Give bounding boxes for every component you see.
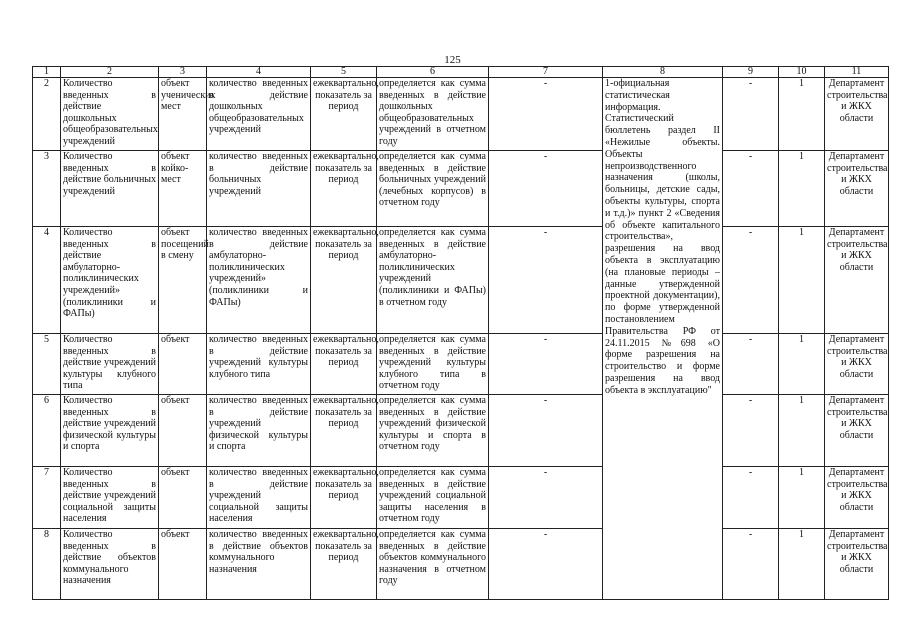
header-cell: 7	[489, 67, 603, 78]
col10-value: 1	[779, 334, 825, 395]
row-number: 5	[33, 334, 61, 395]
header-cell: 9	[723, 67, 779, 78]
periodicity: ежеквартально, показатель за период	[311, 529, 377, 600]
header-cell: 2	[61, 67, 159, 78]
header-cell: 11	[825, 67, 889, 78]
col9-value: -	[723, 334, 779, 395]
periodicity: ежеквартально, показатель за период	[311, 467, 377, 529]
page-number: 125	[444, 54, 461, 66]
indicator-name: Количество введенных в действие больничных учреждений	[61, 151, 159, 227]
col9-value: -	[723, 529, 779, 600]
table-row	[33, 227, 889, 334]
indicator-name: Количество введенных в действие учреждений социальной защиты населения	[61, 467, 159, 529]
col9-value: -	[723, 227, 779, 334]
indicator-definition: количество введенных в действие больничных учреждений	[207, 151, 311, 227]
responsible-body: Департамент строительства и ЖКХ области	[825, 529, 889, 600]
header-cell: 10	[779, 67, 825, 78]
periodicity: ежеквартально, показатель за период	[311, 151, 377, 227]
table-row	[33, 529, 889, 600]
calculation-method: определяется как сумма введенных в действие учреждений социальной защиты населения в отчетном году	[377, 467, 489, 529]
col7-value: -	[489, 78, 603, 151]
responsible-body: Департамент строительства и ЖКХ области	[825, 227, 889, 334]
unit-of-measure: объект	[159, 467, 207, 529]
col9-value: -	[723, 151, 779, 227]
calculation-method: определяется как сумма введенных в действие больничных учреждений (лечебных корпусов) в отчетном году	[377, 151, 489, 227]
periodicity: ежеквартально, показатель за период	[311, 78, 377, 151]
header-cell: 8	[603, 67, 723, 78]
table-row	[33, 334, 889, 395]
indicator-definition: количество введенных в действие объектов коммунального назначения	[207, 529, 311, 600]
responsible-body: Департамент строительства и ЖКХ области	[825, 395, 889, 467]
col10-value: 1	[779, 227, 825, 334]
col10-value: 1	[779, 78, 825, 151]
table-row	[33, 467, 889, 529]
indicator-definition: количество введенных в действие амбулаторно-поликлинических учреждений» (поликлиники и ФАПы)	[207, 227, 311, 334]
col10-value: 1	[779, 151, 825, 227]
indicator-name: Количество введенных в действие дошкольных общеобразовательных учреждений	[61, 78, 159, 151]
indicator-name: Количество введенных в действие учреждений культуры клубного типа	[61, 334, 159, 395]
header-cell: 6	[377, 67, 489, 78]
unit-of-measure: объект ученических мест	[159, 78, 207, 151]
periodicity: ежеквартально, показатель за период	[311, 334, 377, 395]
col9-value: -	[723, 395, 779, 467]
header-cell: 4	[207, 67, 311, 78]
table-row	[33, 395, 889, 467]
responsible-body: Департамент строительства и ЖКХ области	[825, 334, 889, 395]
col10-value: 1	[779, 529, 825, 600]
periodicity: ежеквартально, показатель за период	[311, 227, 377, 334]
row-number: 7	[33, 467, 61, 529]
unit-of-measure: объект койко-мест	[159, 151, 207, 227]
table-row	[33, 78, 889, 151]
header-cell: 1	[33, 67, 61, 78]
col7-value: -	[489, 227, 603, 334]
calculation-method: определяется как сумма введенных в действие объектов коммунального назначения в отчетном году	[377, 529, 489, 600]
header-cell: 5	[311, 67, 377, 78]
table-row	[33, 151, 889, 227]
responsible-body: Департамент строительства и ЖКХ области	[825, 151, 889, 227]
indicator-definition: количество введенных в действие учреждений культуры клубного типа	[207, 334, 311, 395]
indicator-definition: количество введенных в действие учреждений социальной защиты населения	[207, 467, 311, 529]
responsible-body: Департамент строительства и ЖКХ области	[825, 467, 889, 529]
unit-of-measure: объект	[159, 529, 207, 600]
col9-value: -	[723, 467, 779, 529]
indicators-table	[32, 66, 889, 600]
row-number: 2	[33, 78, 61, 151]
calculation-method: определяется как сумма введенных в действие учреждений культуры клубного типа в отчетном году	[377, 334, 489, 395]
header-cell: 3	[159, 67, 207, 78]
col10-value: 1	[779, 467, 825, 529]
unit-of-measure: объект посещений в смену	[159, 227, 207, 334]
row-number: 6	[33, 395, 61, 467]
calculation-method: определяется как сумма введенных в действие дошкольных общеобразовательных учреждений в отчетном году	[377, 78, 489, 151]
col7-value: -	[489, 529, 603, 600]
col9-value: -	[723, 78, 779, 151]
indicator-name: Количество введенных в действие амбулаторно-поликлинических учреждений» (поликлиники и ФАПы)	[61, 227, 159, 334]
unit-of-measure: объект	[159, 334, 207, 395]
col10-value: 1	[779, 395, 825, 467]
indicator-definition: количество введенных в действие дошкольных общеобразовательных учреждений	[207, 78, 311, 151]
indicator-name: Количество введенных в действие объектов коммунального назначения	[61, 529, 159, 600]
table-header-row	[33, 67, 889, 78]
row-number: 3	[33, 151, 61, 227]
responsible-body: Департамент строительства и ЖКХ области	[825, 78, 889, 151]
col7-value: -	[489, 467, 603, 529]
col7-value: -	[489, 395, 603, 467]
col7-value: -	[489, 151, 603, 227]
indicator-definition: количество введенных в действие учреждений физической культуры и спорта	[207, 395, 311, 467]
row-number: 4	[33, 227, 61, 334]
data-source-note: 1-официальная статистическая информация. Статистический бюллетень раздел II «Нежилые объекты. Объекты непроизводственного назначения (школы, больницы, детские сады, объекты культуры, спорта и т.д.)» пункт 2 «Сведения об объекте капитального строительства», разрешения на ввод объекта в эксплуатацию (на плановые периоды – данные утвержденной проектной документации), по форме утвержденной постановлением Правительства РФ от 24.11.2015 №698 «О форме разрешения на строительство и форме разрешения на ввод объекта в эксплуатацию"	[603, 78, 723, 600]
periodicity: ежеквартально, показатель за период	[311, 395, 377, 467]
unit-of-measure: объект	[159, 395, 207, 467]
col7-value: -	[489, 334, 603, 395]
indicator-name: Количество введенных в действие учреждений физической культуры и спорта	[61, 395, 159, 467]
calculation-method: определяется как сумма введенных в действие амбулаторно-поликлинических учреждений (поликлиники и ФАПы) в отчетном году	[377, 227, 489, 334]
row-number: 8	[33, 529, 61, 600]
calculation-method: определяется как сумма введенных в действие учреждений физической культуры и спорта в отчетном году	[377, 395, 489, 467]
